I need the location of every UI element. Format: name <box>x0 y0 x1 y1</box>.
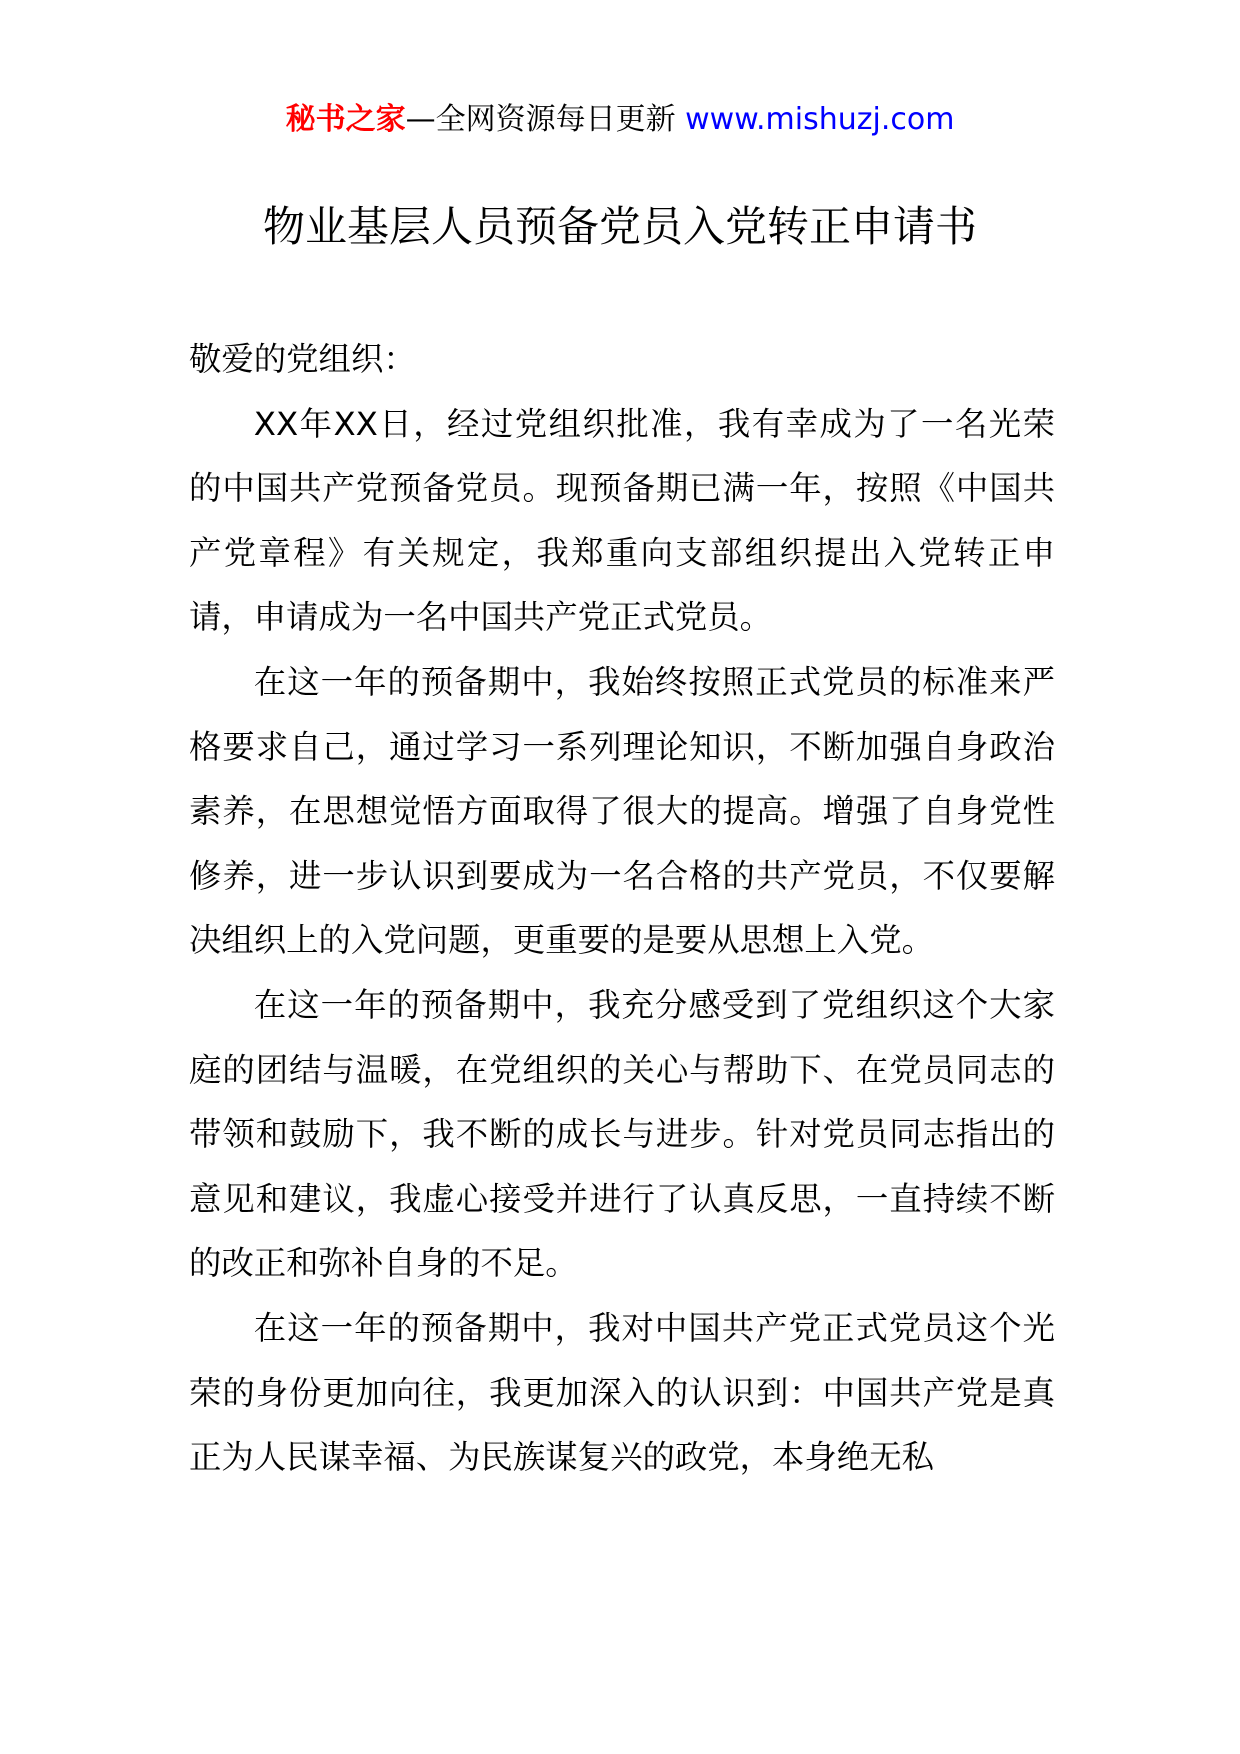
paragraph-2: 在这一年的预备期中，我始终按照正式党员的标准来严格要求自己，通过学习一系列理论知识，不断加强自身政治素养，在思想觉悟方面取得了很大的提高。增强了自身党性修养，进一步认识到要成为一名合格的共产党员，不仅要解决组织上的入党问题，更重要的是要从思想上入党。 <box>189 662 1055 960</box>
document-body <box>189 327 1055 1490</box>
header-site-link[interactable]: www.mishuzj.com <box>685 102 955 137</box>
document-title: 物业基层人员预备党员入党转正申请书 <box>262 202 977 251</box>
header-tagline: —全网资源每日更新 <box>405 102 686 137</box>
paragraph-3: 在这一年的预备期中，我充分感受到了党组织这个大家庭的团结与温暖，在党组织的关心与帮助下、在党员同志的带领和鼓励下，我不断的成长与进步。针对党员同志指出的意见和建议，我虚心接受并进行了认真反思，一直持续不断的改正和弥补自身的不足。 <box>189 985 1055 1283</box>
site-header <box>0 100 1240 140</box>
paragraph-4: 在这一年的预备期中，我对中国共产党正式党员这个光荣的身份更加向往，我更加深入的认识到：中国共产党是真正为人民谋幸福、为民族谋复兴的政党，本身绝无私 <box>189 1308 1055 1477</box>
paragraph-1: XX年XX日，经过党组织批准，我有幸成为了一名光荣的中国共产党预备党员。现预备期已满一年，按照《中国共产党章程》有关规定，我郑重向支部组织提出入党转正申请，申请成为一名中国共产党正式党员。 <box>189 404 1055 637</box>
header-brand: 秘书之家 <box>285 102 406 137</box>
salutation: 敬爱的党组织： <box>189 340 416 378</box>
